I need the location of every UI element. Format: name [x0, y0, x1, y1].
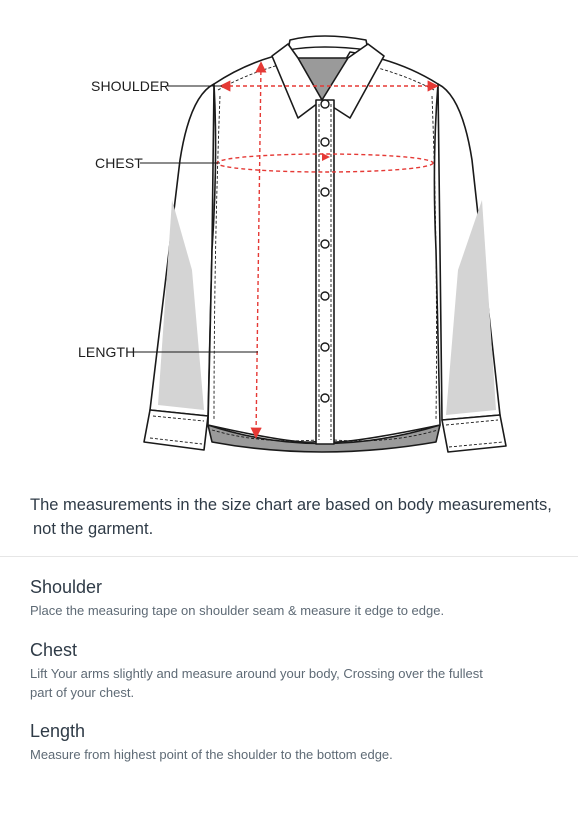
shirt-button: [321, 100, 329, 108]
length-label: LENGTH: [78, 344, 136, 360]
divider: [0, 556, 578, 557]
shirt-button: [321, 343, 329, 351]
chest-label: CHEST: [95, 155, 143, 171]
section-desc: Measure from highest point of the shoulder to the bottom edge.: [30, 747, 393, 762]
shirt-button: [321, 188, 329, 196]
section-desc-line-1: Lift Your arms slightly and measure around your body, Crossing over the fullest: [30, 666, 483, 681]
shirt-collar-band: [288, 36, 368, 50]
shirt-button: [321, 394, 329, 402]
section-desc: [30, 664, 550, 702]
section-title: Length: [30, 721, 86, 741]
length-section: [30, 720, 550, 764]
shoulder-label: SHOULDER: [91, 78, 170, 94]
section-desc-line-2: part of your chest.: [30, 685, 135, 700]
chest-section: [30, 639, 550, 702]
shirt-button: [321, 240, 329, 248]
shirt-button: [321, 292, 329, 300]
section-title: Chest: [30, 640, 78, 660]
shoulder-section: [30, 576, 550, 620]
note-line-1: The measurements in the size chart are based on body measurements,: [30, 496, 552, 514]
section-title: Shoulder: [30, 577, 103, 597]
measurement-note: [30, 493, 560, 541]
section-desc: Place the measuring tape on shoulder seam & measure it edge to edge.: [30, 603, 445, 618]
note-line-2: not the garment.: [33, 520, 154, 538]
shirt-button: [321, 138, 329, 146]
